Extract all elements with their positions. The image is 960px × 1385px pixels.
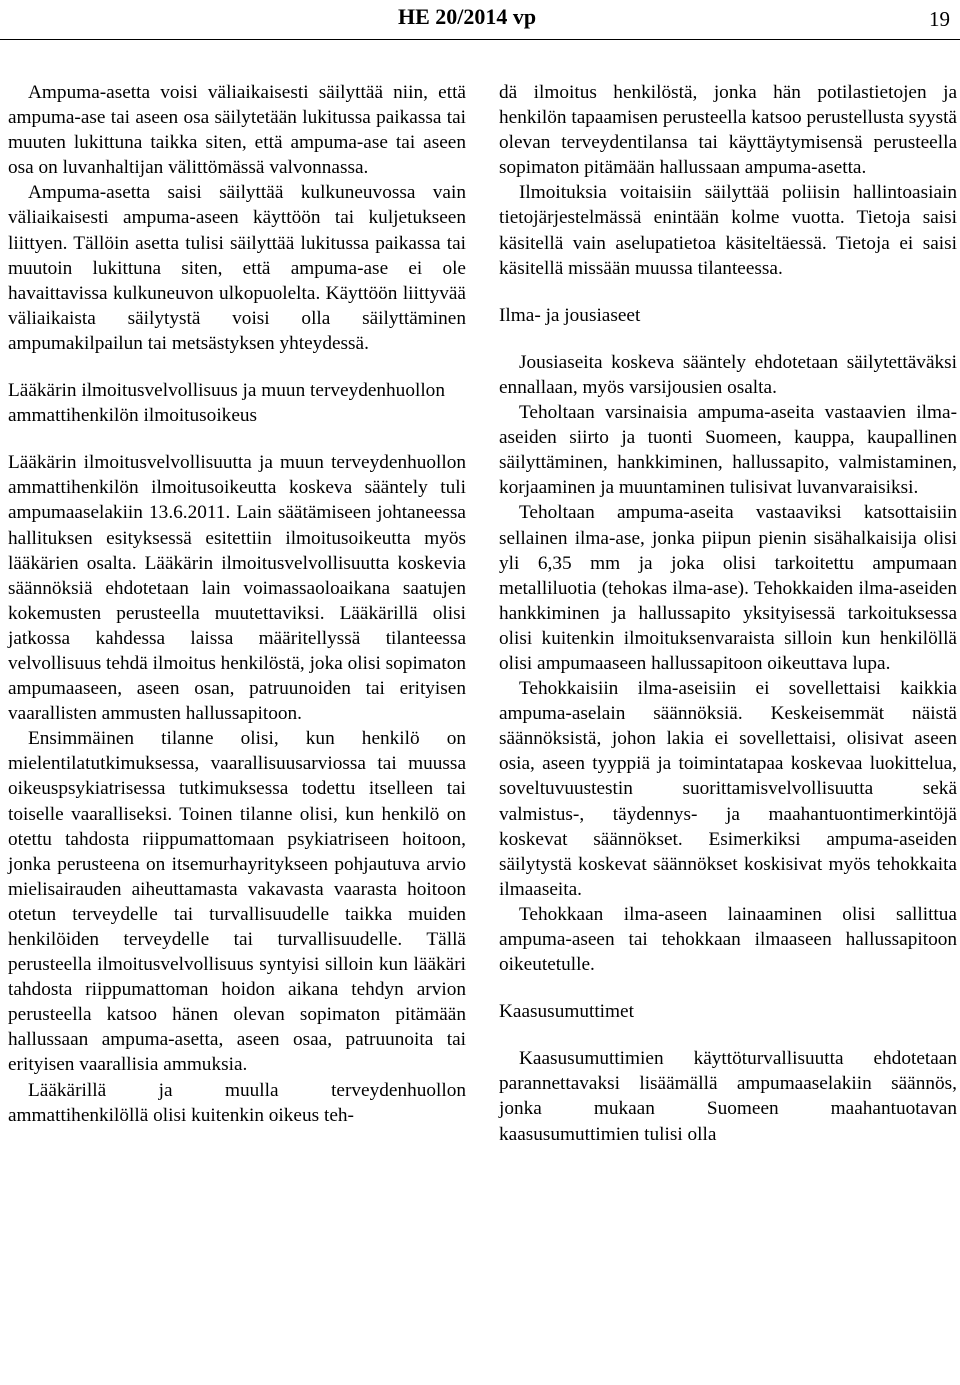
paragraph: Teholtaan ampuma-aseita vastaaviksi katsottaisiin sellainen ilma-ase, jonka piipun pienin sisähalkaisija olisi yli 6,35 mm ja joka olisi tarkoitettu ampumaan metalliluotia (tehokas ilma-ase). Tehokkaiden ilma-aseiden hankkiminen ja hallussapito yksityisessä tarkoituksessa olisi kuitenkin ilmoituksenvaraista silloin kun henkilöllä olisi ampumaaseen hallussapitoon oikeuttava lupa.: [499, 502, 957, 674]
paragraph: Jousiaseita koskeva sääntely ehdotetaan säilytettäväksi ennallaan, myös varsijousien osalta.: [499, 351, 957, 398]
section-heading: Kaasusumuttimet: [499, 1001, 634, 1023]
paragraph: Kaasusumuttimien käyttöturvallisuutta ehdotetaan parannettavaksi lisäämällä ampumaaselakiin säännös, jonka mukaan Suomeen maahantuotavan kaasusumuttimien tulisi olla: [499, 1048, 957, 1145]
left-column: [8, 80, 466, 1128]
right-column: [499, 80, 957, 1147]
paragraph: Ampuma-asetta saisi säilyttää kulkuneuvossa vain väliaikaisesti ampuma-aseen käyttöön tai kuljetukseen liittyen. Tällöin asetta tulisi säilyttää lukitussa paikassa tai muutoin lukittuna siten, että ampuma-ase ei ole havaittavissa kulkuneuvon ulkopuolelta. Käyttöön liittyvää väliaikaista säilytystä voisi olla säilyttäminen ampumakilpailun tai metsästyksen yhteydessä.: [8, 182, 466, 354]
paragraph: Lääkärillä ja muulla terveydenhuollon ammattihenkilöllä olisi kuitenkin oikeus teh-: [8, 1079, 466, 1126]
paragraph: Lääkärin ilmoitusvelvollisuutta ja muun terveydenhuollon ammattihenkilön ilmoitusoikeutta koskeva sääntely tuli ampumaaselakiin 13.6.2011. Lain säätämiseen johtaneessa hallituksen esityksessä esitettiin ilmoitusoikeutta myös lääkärien osalta. Lääkärin ilmoitusvelvollisuutta koskevia säännöksiä ehdotetaan lain voimassaoloaikana saatujen kokemusten perusteella muutettaviksi. Lääkärillä olisi jatkossa kahdessa laissa määritellyssä tilanteessa velvollisuus tehdä ilmoitus henkilöstä, joka olisi sopimaton ampumaaseen, aseen osan, patruunoiden tai erityisen vaarallisten ammusten hallussapitoon.: [8, 452, 466, 725]
paragraph: Ensimmäinen tilanne olisi, kun henkilö on mielentilatutkimuksessa, vaarallisuusarviossa tai muussa oikeuspsykiatrisessa tutkimuksessa todettu itselleen tai toiselle vaaralliseksi. Toinen tilanne olisi, kun henkilö on otettu tahdosta riippumattomaan psykiatriseen hoitoon, jonka perusteena on itsemurhayritykseen pohjautuva arvio mielisairauden aiheuttamasta vakavasta vaarasta hoitoon otetun terveydelle tai turvallisuudelle taikka muiden henkilöiden terveydelle tai turvallisuudelle. Tällä perusteella ilmoitusvelvollisuus syntyisi silloin kun lääkäri tahdosta riippumattoman hoidon aikana tehdyn arvion perusteella katsoo hänen olevan sopimaton pitämään hallussaan ampuma-asetta, aseen osaa, patruunoita tai erityisen vaarallisia ammuksia.: [8, 728, 466, 1076]
section-heading: Lääkärin ilmoitusvelvollisuus ja muun terveydenhuollon ammattihenkilön ilmoitusoikeus: [8, 380, 445, 427]
section-heading: Ilma- ja jousiaseet: [499, 304, 641, 326]
paragraph: Ampuma-asetta voisi väliaikaisesti säilyttää niin, että ampuma-ase tai aseen osa säilytetään lukitussa paikassa tai muuten lukittuna taikka siten, että ampuma-ase tai aseen osa on luvanhaltijan välittömässä valvonnassa.: [8, 82, 466, 179]
paragraph: Tehokkaisiin ilma-aseisiin ei sovellettaisi kaikkia ampuma-aselain säännöksiä. Keskeisemmät näistä säännöksistä, johon lakia ei sovellettaisi, olisivat aseen osia, aseen tyyppiä ja toimintatapaa koskevaa luokittelua, soveltuvuustestin suorittamisvelvollisuutta sekä valmistus-, täydennys- ja maahantuontimerkintöjä koskevat säännökset. Esimerkiksi ampuma-aseiden säilytystä koskevat säännökset koskisivat myös tehokkaita ilmaaseita.: [499, 678, 957, 900]
page-header: [0, 0, 960, 40]
paragraph: Tehokkaan ilma-aseen lainaaminen olisi sallittua ampuma-aseen tai tehokkaan ilmaaseen hallussapitoon oikeutetulle.: [499, 903, 957, 976]
paragraph: Ilmoituksia voitaisiin säilyttää poliisin hallintoasiain tietojärjestelmässä enintään kolme vuotta. Tietoja saisi käsitellä vain aselupatietoa käsiteltäessä. Tietoja ei saisi käsitellä missään muussa tilanteessa.: [499, 182, 957, 279]
document-id: HE 20/2014 vp: [398, 4, 537, 29]
page-number: 19: [929, 7, 950, 31]
paragraph: dä ilmoitus henkilöstä, jonka hän potilastietojen ja henkilön tapaamisen perusteella katsoo perustellusta syystä olevan terveydentilansa tai käyttäytymisensä perusteella sopimaton pitämään hallussaan ampuma-asetta.: [499, 82, 957, 179]
paragraph: Teholtaan varsinaisia ampuma-aseita vastaavien ilma-aseiden siirto ja tuonti Suomeen, kauppa, kaupallinen säilyttäminen, hankkiminen, hallussapito, valmistaminen, korjaaminen ja muuntaminen tulisivat luvanvaraisiksi.: [499, 402, 957, 499]
